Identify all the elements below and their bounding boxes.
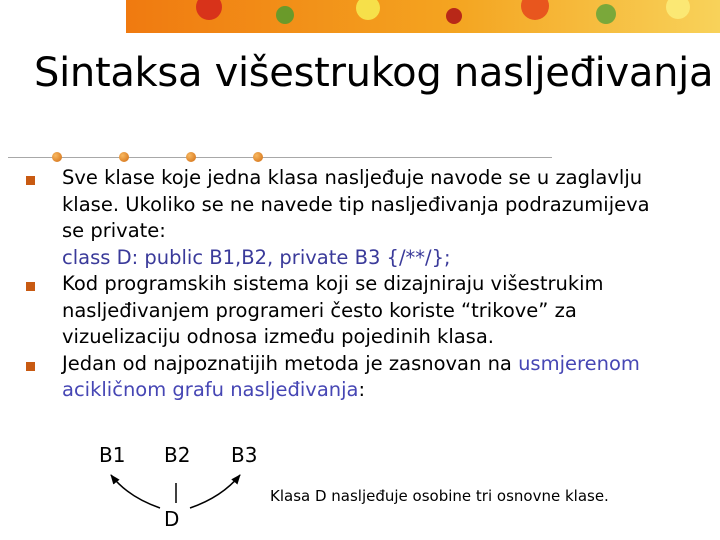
diagram-caption: Klasa D nasljeđuje osobine tri osnovne klase. [270, 487, 609, 505]
divider-dot [52, 152, 62, 162]
page-title: Sintaksa višestrukog nasljeđivanja [34, 50, 714, 96]
bullet-item [0, 271, 702, 351]
flower-decoration [276, 6, 294, 24]
divider-dot [186, 152, 196, 162]
flower-decoration [596, 4, 616, 24]
bullet-marker [26, 282, 35, 291]
bullet-text-line: klase. Ukoliko se ne navede tip nasljeđivanja podrazumijeva [62, 192, 650, 216]
bullet-text-line: vizuelizaciju odnosa između pojedinih klasa. [62, 325, 494, 348]
node-b1: B1 [99, 443, 126, 467]
bullet-text-line: nasljeđivanjem programeri često koriste “trikove” za [62, 298, 577, 322]
bullet-text-line: Kod programskih sistema koji se dizajniraju višestrukim [62, 272, 604, 295]
node-b3: B3 [231, 443, 258, 467]
flower-decoration [446, 8, 462, 24]
decorative-banner [126, 0, 720, 33]
arrow-d-to-b3 [190, 475, 240, 508]
flower-decoration [521, 0, 549, 20]
bullet-text-line [62, 351, 702, 378]
bullet-item [0, 351, 702, 404]
bullet-marker [26, 176, 35, 185]
title-divider [8, 157, 552, 158]
node-d: D [164, 507, 180, 531]
bullet-marker [26, 362, 35, 371]
bullet-text-line: se private: [62, 219, 166, 242]
node-b2: B2 [164, 443, 191, 467]
divider-dot [119, 152, 129, 162]
bullet-text: : [358, 378, 366, 401]
arrow-d-to-b1 [111, 475, 160, 508]
bullet-list [0, 165, 720, 404]
hyperlink-aciklicnom-grafu[interactable]: acikličnom grafu nasljeđivanja [62, 378, 359, 401]
bullet-text-line: Sve klase koje jedna klasa nasljeđuje navode se u zaglavlju [62, 166, 643, 189]
bullet-text: Jedan od najpoznatijih metoda je zasnovan na [62, 351, 519, 375]
divider-dot [253, 152, 263, 162]
bullet-text-line [62, 377, 702, 404]
flower-decoration [196, 0, 222, 20]
bullet-item [0, 165, 702, 271]
flower-decoration [356, 0, 380, 20]
flower-decoration [666, 0, 690, 19]
hyperlink-usmjerenom[interactable]: usmjerenom [518, 351, 640, 375]
code-example: class D: public B1,B2, private B3 {/**/}; [62, 245, 451, 269]
